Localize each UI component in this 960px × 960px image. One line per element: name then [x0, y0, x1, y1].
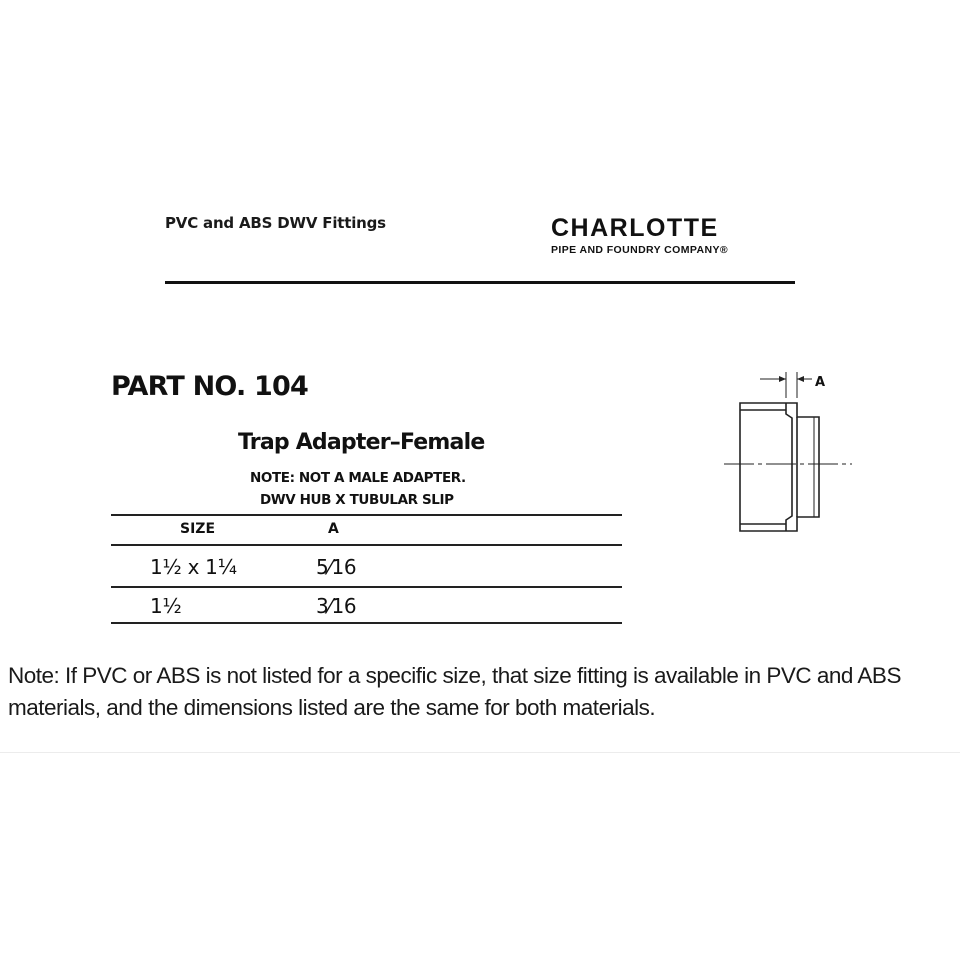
company-logo [551, 214, 796, 256]
catalog-category: PVC and ABS DWV Fittings [165, 214, 386, 232]
table-rule-row-1 [111, 586, 622, 588]
part-note-line-2: DWV HUB X TUBULAR SLIP [260, 492, 454, 508]
fitting-outline [740, 403, 819, 531]
column-header-a: A [328, 521, 339, 537]
cell-size: 1½ [150, 594, 182, 618]
cell-a: 5⁄16 [316, 555, 357, 579]
column-header-size: SIZE [180, 521, 216, 537]
part-title: Trap Adapter–Female [238, 430, 485, 455]
cell-size: 1½ x 1¼ [150, 555, 237, 579]
table-rule-top [111, 514, 622, 516]
part-note-line-1: NOTE: NOT A MALE ADAPTER. [250, 470, 466, 486]
logo-tagline: PIPE AND FOUNDRY COMPANY® [551, 244, 729, 256]
footnote: Note: If PVC or ABS is not listed for a specific size, that size fitting is available in PVC and ABS materials, and the dimensions listed are the same for both materials. [8, 663, 901, 720]
logo-name: CHARLOTTE [551, 214, 719, 242]
fitting-drawing [700, 360, 860, 550]
page-bottom-divider [0, 752, 960, 753]
header-divider [165, 281, 795, 284]
dimension-label: A [815, 375, 826, 390]
part-number: PART NO. 104 [111, 371, 308, 402]
table-rule-header [111, 544, 622, 546]
cell-a: 3⁄16 [316, 594, 357, 618]
table-rule-bottom [111, 622, 622, 624]
